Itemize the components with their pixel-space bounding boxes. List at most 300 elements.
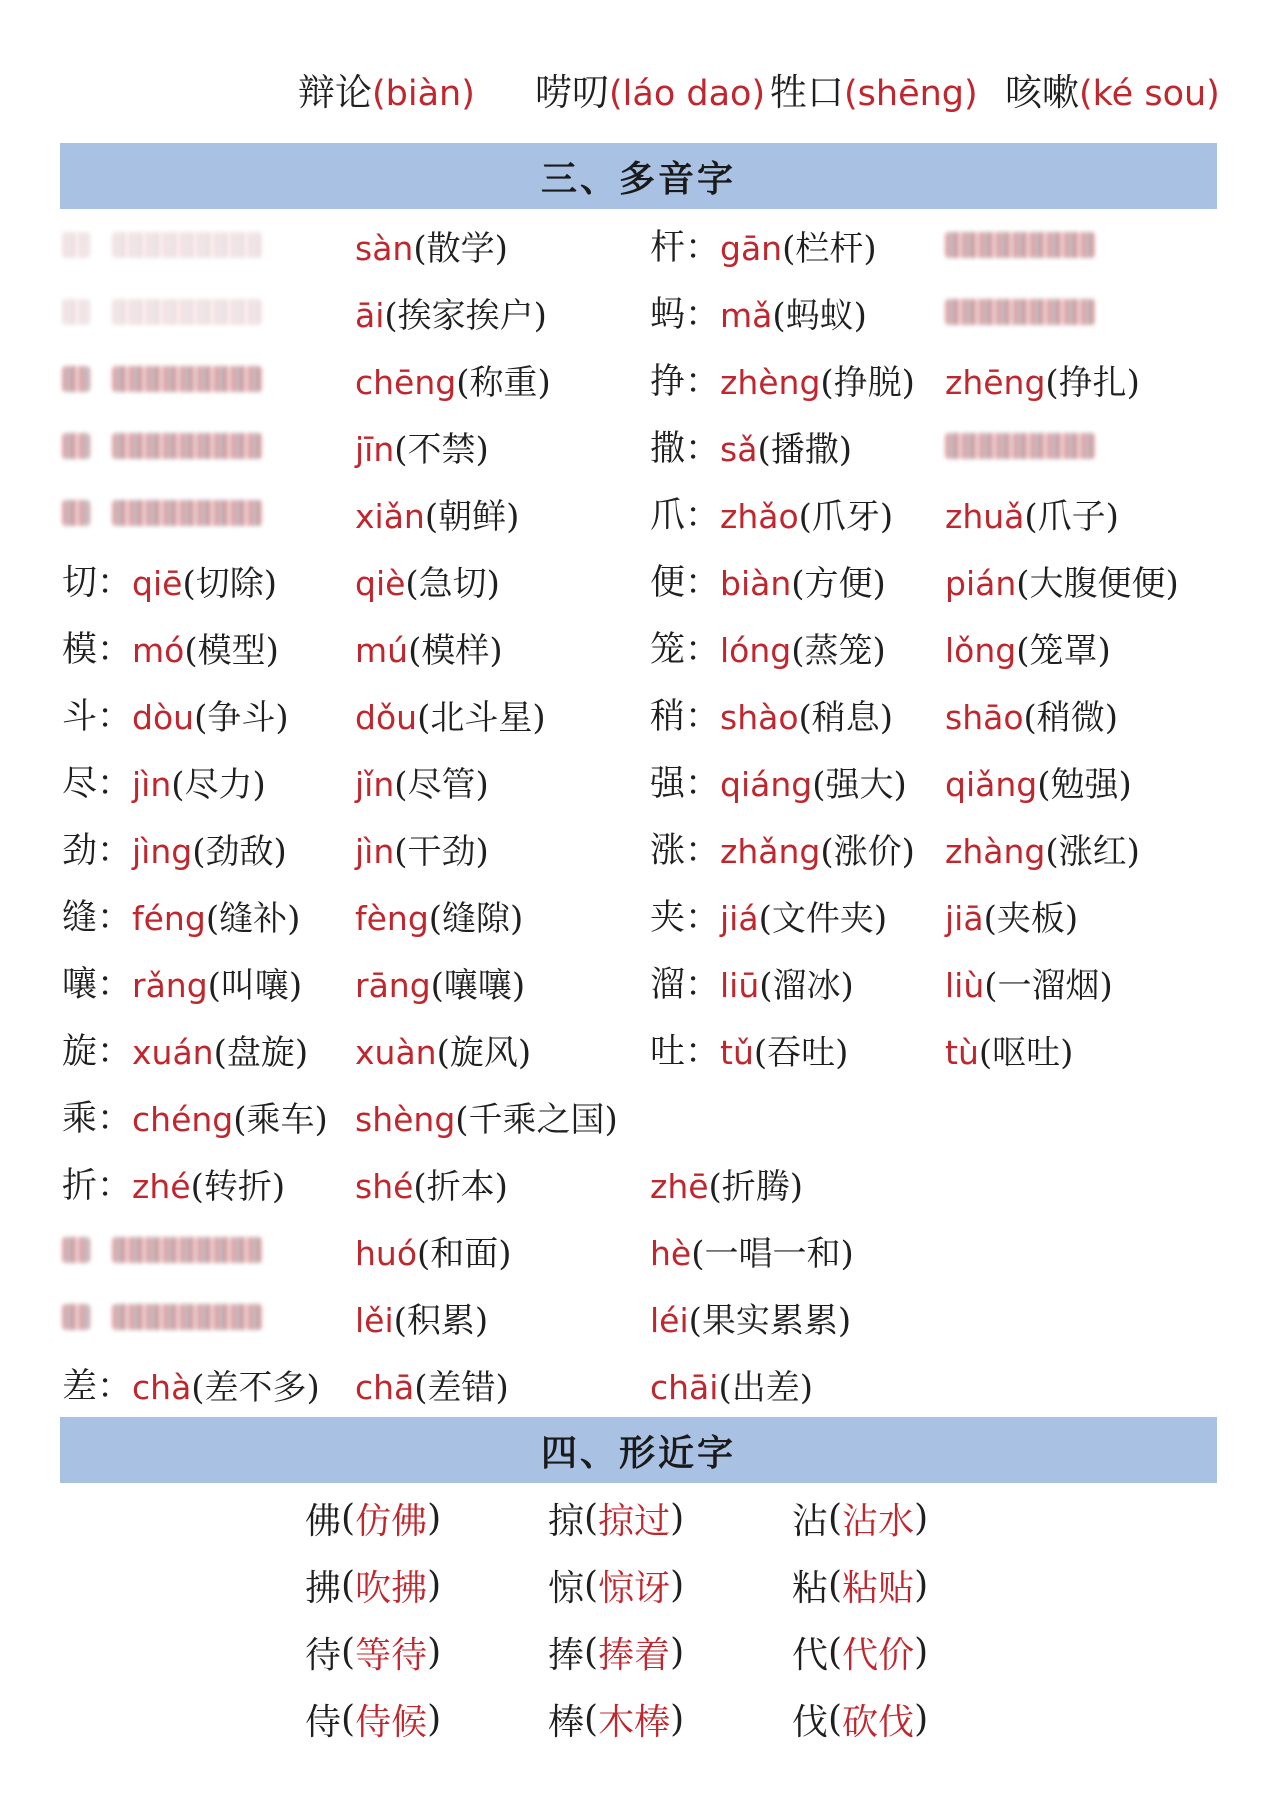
pinyin: xuàn [355, 1032, 437, 1072]
head-char: 强： [650, 764, 721, 804]
example-word: (溜冰) [759, 965, 854, 1006]
reading-b [355, 1159, 508, 1208]
word: 唠叨 [535, 71, 609, 114]
head-char: 挣： [650, 362, 721, 402]
pinyin: gān [720, 228, 783, 268]
section-3-header: 三、多音字 [60, 143, 1217, 209]
head-char: 尽： [62, 764, 133, 804]
polyphone-row [0, 949, 1273, 1015]
example-word: (散学) [413, 228, 508, 269]
char: 拂 [305, 1567, 342, 1609]
cell-b [355, 1351, 509, 1417]
head-char: 涨： [650, 831, 721, 871]
example-word: (果实累累) [688, 1300, 852, 1341]
example-word: (折本) [413, 1166, 508, 1207]
cell-b [355, 949, 525, 1015]
cell-left [62, 882, 300, 948]
pinyin: liū [720, 965, 760, 1005]
blurred-char [62, 1237, 90, 1263]
example-word: 粘贴 [842, 1567, 915, 1609]
reading-a [132, 891, 300, 940]
reading-d [945, 556, 1179, 605]
pinyin: jìng [132, 831, 193, 871]
reading-c [650, 1293, 851, 1342]
pinyin: mó [132, 630, 185, 670]
example-word: (栏杆) [782, 228, 877, 269]
cell-left [62, 1284, 262, 1350]
example-word: (尽力) [171, 764, 266, 805]
cell-right [650, 1217, 854, 1283]
example-word: (强大) [812, 764, 907, 805]
head-char: 笼： [650, 630, 721, 670]
head-char: 旋： [62, 1032, 133, 1072]
pinyin: pián [945, 563, 1017, 603]
polyphone-row [0, 1284, 1273, 1350]
pinyin: qiáng [720, 764, 813, 804]
reading-b [355, 958, 525, 1007]
example-word: (争斗) [194, 697, 289, 738]
blurred-text [945, 299, 1095, 325]
cell-right [650, 346, 915, 412]
reading-a [132, 1159, 285, 1208]
cell-b [355, 681, 546, 747]
example-word: (出差) [718, 1367, 813, 1408]
example-word: (文件夹) [758, 898, 888, 939]
similar-char-item: 拂 ( 吹拂 ) [305, 1552, 441, 1618]
cell-b [355, 547, 500, 613]
example-word: (乘车) [233, 1099, 328, 1140]
polyphone-row [0, 1217, 1273, 1283]
reading-b [355, 355, 551, 404]
example-word: (呕吐) [978, 1032, 1074, 1073]
blurred-text [112, 433, 262, 459]
pinyin: féng [132, 898, 206, 938]
head-char: 乘： [62, 1099, 133, 1139]
head-char: 爪： [650, 496, 721, 536]
reading-a [132, 958, 302, 1007]
example-word: (叫嚷) [207, 965, 303, 1006]
char: 伐 [792, 1701, 829, 1743]
head-char: 撒： [650, 429, 721, 469]
example-word: 捧着 [598, 1634, 671, 1676]
pinyin: lǒng [945, 630, 1017, 670]
polyphone-row [0, 413, 1273, 479]
example-word: (折腾) [708, 1166, 804, 1207]
blurred-char [62, 433, 90, 459]
cell-left [62, 1150, 285, 1216]
example-word: (勉强) [1037, 764, 1132, 805]
cell-d [945, 212, 1095, 278]
cell-b [355, 480, 519, 546]
reading-b [355, 1025, 531, 1074]
cell-d [945, 547, 1179, 613]
reading-b [355, 221, 508, 270]
example-word: (朝鲜) [424, 496, 520, 537]
example-word: (积累) [393, 1300, 489, 1341]
reading-c [720, 958, 854, 1007]
pinyin: (biàn) [372, 74, 475, 114]
reading-b [355, 891, 523, 940]
cell-left [62, 1083, 328, 1149]
polyphone-row [0, 815, 1273, 881]
reading-c [650, 1226, 854, 1275]
char: 佛 [305, 1500, 342, 1542]
pinyin: dǒu [355, 697, 418, 737]
pinyin: sàn [355, 228, 414, 268]
similar-char-row [0, 1552, 1273, 1618]
similar-char-item: 掠 ( 掠过 ) [548, 1485, 684, 1551]
pinyin: xiǎn [355, 496, 425, 536]
reading-b [355, 1226, 512, 1275]
cell-left [62, 1016, 308, 1082]
pinyin: (ké sou) [1079, 74, 1220, 114]
section-4-header: 四、形近字 [60, 1417, 1217, 1483]
head-char: 嚷： [62, 965, 133, 1005]
polyphone-row [0, 1150, 1273, 1216]
head-char: 斗： [62, 697, 133, 737]
example-word: 代价 [842, 1634, 915, 1676]
cell-right [650, 413, 852, 479]
example-word: (转折) [190, 1166, 286, 1207]
example-word: 吹拂 [355, 1567, 428, 1609]
char: 侍 [305, 1701, 342, 1743]
polyphone-row [0, 212, 1273, 278]
example-word: (尽管) [394, 764, 489, 805]
pinyin: hè [650, 1233, 692, 1273]
example-word: (千乘之国) [455, 1099, 618, 1140]
pinyin: jìn [132, 764, 172, 804]
reading-d [945, 623, 1111, 672]
pinyin: chāi [650, 1367, 719, 1407]
cell-b [355, 1016, 531, 1082]
example-word: (蒸笼) [791, 630, 886, 671]
reading-a [132, 556, 277, 605]
cell-right [650, 681, 893, 747]
polyphone-row [0, 1016, 1273, 1082]
cell-right [650, 748, 907, 814]
polyphone-row [0, 547, 1273, 613]
polyphone-row [0, 346, 1273, 412]
example-word: (盘旋) [213, 1032, 309, 1073]
cell-b [355, 346, 551, 412]
example-word: (爪牙) [798, 496, 894, 537]
pinyin: lěi [355, 1300, 394, 1340]
cell-right [650, 614, 886, 680]
similar-char-item: 棒 ( 木棒 ) [548, 1686, 684, 1752]
example-word: (不禁) [394, 429, 489, 470]
similar-char-item: 代 ( 代价 ) [792, 1619, 928, 1685]
cell-b [355, 413, 489, 479]
cell-left [62, 1351, 320, 1417]
example-word: (和面) [417, 1233, 512, 1274]
blurred-text [945, 433, 1095, 459]
example-word: (切除) [182, 563, 277, 604]
cell-b [355, 1284, 488, 1350]
pinyin: dòu [132, 697, 195, 737]
example-word: (一溜烟) [984, 965, 1113, 1006]
cell-d [945, 346, 1140, 412]
char: 待 [305, 1634, 342, 1676]
cell-left [62, 346, 262, 412]
pinyin: chéng [132, 1099, 234, 1139]
reading-d [945, 958, 1113, 1007]
similar-char-item: 伐 ( 砍伐 ) [792, 1686, 928, 1752]
pinyin: shāo [945, 697, 1024, 737]
top-word-1 [298, 62, 475, 116]
cell-b [355, 815, 489, 881]
example-word: 掠过 [598, 1500, 671, 1542]
example-word: (劲敌) [192, 831, 287, 872]
pinyin: jīn [355, 429, 395, 469]
similar-char-item: 佛 ( 仿佛 ) [305, 1485, 441, 1551]
top-word-row [0, 62, 1273, 132]
example-word: (挣扎) [1045, 362, 1140, 403]
example-word: 砍伐 [842, 1701, 915, 1743]
pinyin: (láo dao) [609, 74, 766, 114]
pinyin: zhàng [945, 831, 1046, 871]
cell-b [355, 882, 523, 948]
pinyin: tù [945, 1032, 979, 1072]
reading-c [720, 1025, 848, 1074]
polyphone-row [0, 681, 1273, 747]
reading-c [720, 757, 907, 806]
polyphone-row [0, 748, 1273, 814]
blurred-text [112, 232, 262, 258]
blurred-text [112, 1304, 262, 1330]
blurred-text [112, 366, 262, 392]
word: 咳嗽 [1005, 71, 1079, 114]
cell-right [650, 279, 867, 345]
cell-left [62, 480, 262, 546]
char: 沾 [792, 1500, 829, 1542]
cell-b [355, 1150, 508, 1216]
polyphone-row [0, 614, 1273, 680]
pinyin: tǔ [720, 1032, 754, 1072]
head-char: 杆： [650, 228, 721, 268]
head-char: 便： [650, 563, 721, 603]
example-word: (模样) [408, 630, 503, 671]
polyphone-row [0, 1083, 1273, 1149]
cell-d [945, 614, 1111, 680]
pinyin: fèng [355, 898, 429, 938]
example-word: (稍微) [1023, 697, 1119, 738]
example-word: (爪子) [1024, 496, 1119, 537]
cell-right [650, 949, 854, 1015]
pinyin: shèng [355, 1099, 456, 1139]
example-word: (播撒) [757, 429, 852, 470]
cell-d [945, 1016, 1073, 1082]
reading-c [720, 891, 887, 940]
head-char: 吐： [650, 1032, 721, 1072]
blurred-char [62, 366, 90, 392]
cell-d [945, 279, 1095, 345]
example-word: (大腹便便) [1016, 563, 1179, 604]
head-char: 切： [62, 563, 133, 603]
cell-b [355, 212, 508, 278]
reading-b [355, 757, 489, 806]
reading-d [945, 891, 1078, 940]
reading-c [650, 1360, 813, 1409]
cell-right [650, 815, 915, 881]
cell-right [650, 1351, 813, 1417]
pinyin: zhēng [945, 362, 1046, 402]
head-char: 缝： [62, 898, 133, 938]
reading-b [355, 1092, 618, 1141]
blurred-char [62, 1304, 90, 1330]
cell-b [355, 1217, 512, 1283]
reading-b [355, 556, 500, 605]
cell-left [62, 681, 289, 747]
similar-char-item: 惊 ( 惊讶 ) [548, 1552, 684, 1618]
example-word: (差错) [414, 1367, 509, 1408]
reading-b [355, 1360, 509, 1409]
head-char: 夹： [650, 898, 721, 938]
cell-d [945, 413, 1095, 479]
cell-right [650, 212, 877, 278]
example-word: (方便) [791, 563, 886, 604]
cell-left [62, 1217, 262, 1283]
word: 辩论 [298, 71, 372, 114]
similar-char-item: 待 ( 等待 ) [305, 1619, 441, 1685]
polyphone-row [0, 1351, 1273, 1417]
pinyin: léi [650, 1300, 689, 1340]
cell-right [650, 1150, 803, 1216]
pinyin: qiè [355, 563, 406, 603]
reading-b [355, 690, 546, 739]
pinyin: shào [720, 697, 799, 737]
pinyin: chēng [355, 362, 457, 402]
pinyin: sǎ [720, 429, 758, 469]
similar-char-row [0, 1485, 1273, 1551]
blurred-char [62, 299, 90, 325]
reading-d [945, 355, 1140, 404]
cell-b [355, 1083, 618, 1149]
similar-char-row [0, 1686, 1273, 1752]
reading-d [945, 1025, 1073, 1074]
cell-right [650, 547, 886, 613]
example-word: (旋风) [436, 1032, 532, 1073]
reading-c [720, 690, 893, 739]
pinyin: zhē [650, 1166, 709, 1206]
reading-d [945, 824, 1140, 873]
reading-a [132, 623, 279, 672]
example-word: (一唱一和) [691, 1233, 854, 1274]
pinyin: lóng [720, 630, 792, 670]
cell-d [945, 681, 1118, 747]
cell-d [945, 480, 1119, 546]
cell-left [62, 748, 266, 814]
reading-a [132, 690, 289, 739]
pinyin: chā [355, 1367, 415, 1407]
pinyin: shé [355, 1166, 414, 1206]
example-word: (嚷嚷) [430, 965, 526, 1006]
cell-d [945, 748, 1132, 814]
cell-left [62, 614, 279, 680]
reading-c [720, 556, 886, 605]
pinyin: mǎ [720, 295, 773, 335]
pinyin: zhǎo [720, 496, 799, 536]
example-word: 侍候 [355, 1701, 428, 1743]
blurred-text [112, 500, 262, 526]
reading-c [650, 1159, 803, 1208]
cell-right [650, 480, 893, 546]
pinyin: āi [355, 295, 385, 335]
pinyin: huó [355, 1233, 418, 1273]
reading-a [132, 1360, 320, 1409]
example-word: (挨家挨户) [384, 295, 547, 336]
pinyin: jǐn [355, 764, 395, 804]
word: 牲口 [770, 71, 844, 114]
blurred-char [62, 232, 90, 258]
reading-b [355, 422, 489, 471]
pinyin: zhuǎ [945, 496, 1025, 536]
head-char: 溜： [650, 965, 721, 1005]
char: 掠 [548, 1500, 585, 1542]
head-char: 模： [62, 630, 133, 670]
pinyin: zhǎng [720, 831, 821, 871]
example-word: (吞吐) [753, 1032, 849, 1073]
reading-b [355, 824, 489, 873]
blurred-text [112, 1237, 262, 1263]
char: 粘 [792, 1567, 829, 1609]
reading-c [720, 489, 893, 538]
reading-d [945, 489, 1119, 538]
top-word-3 [770, 62, 978, 116]
cell-right [650, 1284, 851, 1350]
cell-left [62, 413, 262, 479]
cell-left [62, 212, 262, 278]
reading-a [132, 1025, 308, 1074]
example-word: (涨红) [1045, 831, 1140, 872]
pinyin: qiǎng [945, 764, 1038, 804]
reading-a [132, 757, 266, 806]
reading-c [720, 221, 877, 270]
head-char: 蚂： [650, 295, 721, 335]
pinyin: (shēng) [844, 74, 978, 114]
pinyin: zhé [132, 1166, 191, 1206]
cell-b [355, 614, 503, 680]
example-word: (模型) [184, 630, 279, 671]
reading-d [945, 757, 1132, 806]
top-word-2 [535, 62, 765, 116]
top-word-4 [1005, 62, 1220, 116]
similar-char-item: 沾 ( 沾水 ) [792, 1485, 928, 1551]
cell-b [355, 279, 547, 345]
char: 惊 [548, 1567, 585, 1609]
example-word: 惊讶 [598, 1567, 671, 1609]
cell-right [650, 882, 887, 948]
reading-c [720, 623, 886, 672]
pinyin: chà [132, 1367, 192, 1407]
similar-char-item: 粘 ( 粘贴 ) [792, 1552, 928, 1618]
reading-c [720, 288, 867, 337]
char: 捧 [548, 1634, 585, 1676]
pinyin: liù [945, 965, 985, 1005]
example-word: 仿佛 [355, 1500, 428, 1542]
example-word: (缝隙) [428, 898, 524, 939]
cell-left [62, 949, 302, 1015]
similar-char-item: 侍 ( 侍候 ) [305, 1686, 441, 1752]
polyphone-row [0, 279, 1273, 345]
reading-b [355, 288, 547, 337]
example-word: (涨价) [820, 831, 915, 872]
head-char: 稍： [650, 697, 721, 737]
head-char: 差： [62, 1367, 133, 1407]
pinyin: rǎng [132, 965, 208, 1005]
cell-b [355, 748, 489, 814]
example-word: 等待 [355, 1634, 428, 1676]
similar-char-row [0, 1619, 1273, 1685]
